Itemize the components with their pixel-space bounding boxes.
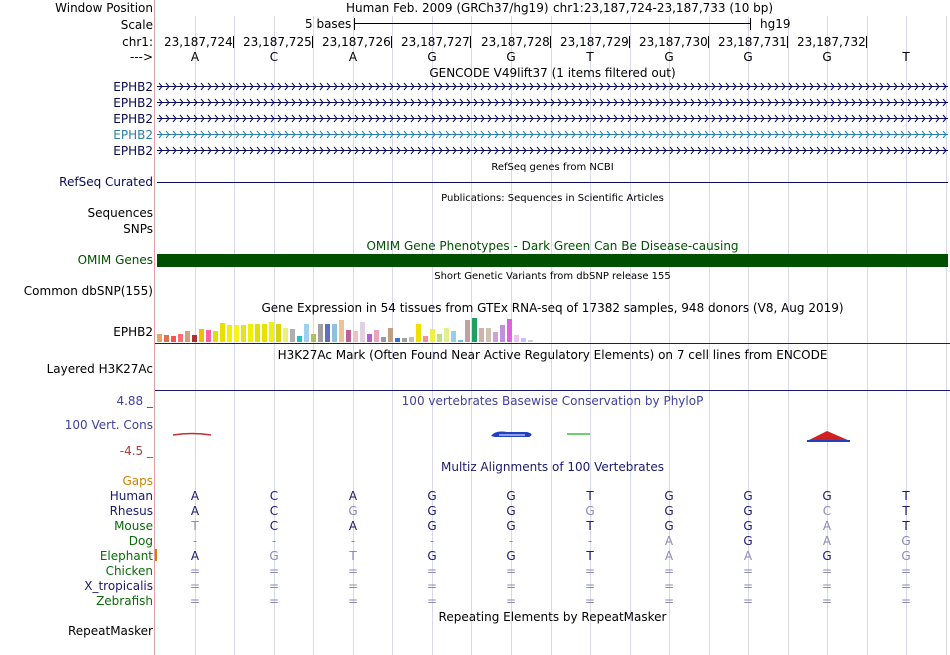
gtex-tissue-bar[interactable] (269, 322, 274, 342)
multiz-base: G (427, 519, 437, 533)
multiz-species-label[interactable]: Zebrafish (96, 594, 153, 608)
gtex-tissue-bar[interactable] (514, 335, 519, 342)
multiz-base: G (743, 519, 753, 533)
gtex-tissue-bar[interactable] (339, 320, 344, 342)
gtex-tissue-bar[interactable] (353, 331, 358, 342)
gtex-tissue-bar[interactable] (178, 334, 183, 342)
gtex-tissue-bar[interactable] (381, 337, 386, 342)
multiz-base: G (664, 504, 674, 518)
coordinate-tick (787, 36, 788, 48)
multiz-base: T (349, 549, 357, 563)
multiz-species-label[interactable]: Elephant (99, 549, 153, 563)
gencode-transcript[interactable] (157, 97, 948, 108)
multiz-base: C (269, 519, 279, 533)
omim-gene-bar[interactable] (157, 254, 948, 267)
gencode-transcript[interactable] (157, 129, 948, 140)
gtex-tissue-bar[interactable] (346, 330, 351, 342)
scale-label: Scale (120, 18, 153, 32)
multiz-species-label[interactable]: Human (109, 489, 153, 503)
multiz-base: = (505, 594, 517, 608)
gtex-tissue-bar[interactable] (206, 330, 211, 342)
multiz-base: A (348, 489, 358, 503)
multiz-species-label[interactable]: Dog (128, 534, 153, 548)
gtex-tissue-bar[interactable] (360, 322, 365, 342)
multiz-base: G (901, 534, 911, 548)
gtex-tissue-bar[interactable] (283, 328, 288, 342)
grid-line (867, 16, 868, 655)
phylop-track-label[interactable]: 100 Vert. Cons (64, 418, 153, 432)
multiz-base: = (426, 579, 438, 593)
multiz-base: = (347, 564, 359, 578)
assembly-tag: hg19 (760, 17, 791, 31)
coordinate-tick (391, 36, 392, 48)
multiz-base: A (190, 489, 200, 503)
gtex-tissue-bar[interactable] (171, 336, 176, 342)
coordinate-label: 23,187,730 (639, 35, 708, 49)
phylop-signal[interactable] (155, 425, 950, 445)
multiz-base: - (587, 534, 593, 548)
multiz-base: G (585, 504, 595, 518)
gtex-tissue-bar[interactable] (507, 319, 512, 342)
multiz-base: A (190, 504, 200, 518)
gtex-tissue-bar[interactable] (276, 324, 281, 342)
reference-base: G (427, 50, 437, 64)
grid-line (709, 16, 710, 655)
multiz-base: = (426, 594, 438, 608)
multiz-species-label[interactable]: Mouse (114, 519, 153, 533)
gtex-tissue-bar[interactable] (465, 320, 470, 342)
grid-line (946, 16, 947, 655)
multiz-base: = (584, 564, 596, 578)
multiz-base: G (664, 489, 674, 503)
multiz-base: G (901, 549, 911, 563)
multiz-base: - (350, 534, 356, 548)
gtex-tissue-bar[interactable] (304, 324, 309, 342)
multiz-base: C (822, 504, 832, 518)
multiz-base: = (742, 579, 754, 593)
grid-line (788, 16, 789, 655)
multiz-base: G (348, 504, 358, 518)
elephant-gap-marker (155, 549, 157, 561)
gtex-tissue-bar[interactable] (318, 324, 323, 342)
gtex-tissue-bar[interactable] (227, 325, 232, 342)
multiz-base: C (269, 504, 279, 518)
multiz-species-label[interactable]: Chicken (105, 564, 153, 578)
gtex-tissue-bar[interactable] (486, 328, 491, 342)
multiz-gaps-label[interactable]: Gaps (122, 474, 153, 488)
multiz-base: = (821, 564, 833, 578)
gtex-track-label[interactable]: EPHB2 (113, 325, 153, 339)
gtex-tissue-bar[interactable] (213, 331, 218, 342)
multiz-base: = (821, 579, 833, 593)
multiz-base: T (902, 519, 910, 533)
multiz-base: A (743, 549, 753, 563)
multiz-base: G (743, 504, 753, 518)
phylop-max-label: 4.88 _ (116, 394, 153, 408)
multiz-base: = (663, 579, 675, 593)
gtex-tissue-bar[interactable] (500, 325, 505, 342)
omim-track-label[interactable]: OMIM Genes (77, 253, 153, 267)
reference-base: G (743, 50, 753, 64)
multiz-base: G (822, 549, 832, 563)
gtex-tissue-bar[interactable] (192, 335, 197, 342)
multiz-base: G (427, 549, 437, 563)
reference-base: A (348, 50, 358, 64)
multiz-base: G (506, 549, 516, 563)
multiz-base: T (902, 489, 910, 503)
refseq-track-title: RefSeq genes from NCBI (491, 162, 614, 173)
reference-base: T (902, 50, 910, 64)
repeatmasker-track-label[interactable]: RepeatMasker (67, 624, 153, 638)
reference-base: G (664, 50, 674, 64)
multiz-base: = (584, 594, 596, 608)
phylop-track-title: 100 vertebrates Basewise Conservation by PhyloP (401, 394, 704, 408)
multiz-base: = (742, 594, 754, 608)
multiz-base: = (347, 594, 359, 608)
multiz-base: G (743, 489, 753, 503)
gtex-tissue-bar[interactable] (388, 328, 393, 342)
gtex-tissue-bar[interactable] (199, 329, 204, 342)
coordinate-tick (470, 36, 471, 48)
gtex-tissue-bar[interactable] (472, 318, 477, 342)
multiz-species-label[interactable]: X_tropicalis (84, 579, 153, 593)
gtex-tissue-bar[interactable] (374, 330, 379, 342)
multiz-base: = (189, 579, 201, 593)
position-text[interactable]: chr1:23,187,724-23,187,733 (10 bp) (553, 1, 774, 15)
gtex-tissue-bar[interactable] (262, 324, 267, 342)
gencode-transcript-label[interactable]: EPHB2 (113, 112, 153, 126)
coordinate-label: 23,187,724 (164, 35, 233, 49)
multiz-base: = (189, 594, 201, 608)
coordinate-label: 23,187,732 (797, 35, 866, 49)
gtex-tissue-bar[interactable] (297, 336, 302, 342)
multiz-base: - (429, 534, 435, 548)
reference-base: C (269, 50, 279, 64)
gtex-tissue-bar[interactable] (325, 324, 330, 342)
gencode-transcript[interactable] (157, 113, 948, 124)
gtex-tissue-bar[interactable] (241, 325, 246, 342)
gtex-tissue-bar[interactable] (332, 324, 337, 342)
multiz-base: = (900, 579, 912, 593)
grid-line (630, 16, 631, 655)
multiz-track-title: Multiz Alignments of 100 Vertebrates (440, 460, 665, 474)
sequences-track-label[interactable]: Sequences (87, 206, 153, 220)
gtex-tissue-bar[interactable] (367, 334, 372, 342)
gtex-tissue-bar[interactable] (521, 338, 526, 342)
gtex-baseline (155, 343, 950, 344)
multiz-base: = (505, 564, 517, 578)
multiz-base: = (268, 579, 280, 593)
gencode-transcript-label[interactable]: EPHB2 (113, 80, 153, 94)
repeatmasker-track-title: Repeating Elements by RepeatMasker (438, 610, 667, 624)
multiz-base: A (664, 534, 674, 548)
multiz-base: = (900, 594, 912, 608)
reference-base: A (190, 50, 200, 64)
coordinate-label: 23,187,726 (322, 35, 391, 49)
window-position-label: Window Position (55, 1, 153, 15)
gtex-tissue-bar[interactable] (248, 324, 253, 342)
coordinate-label: 23,187,731 (718, 35, 787, 49)
multiz-base: G (269, 549, 279, 563)
gtex-tissue-bar[interactable] (157, 334, 162, 342)
gtex-tissue-bar[interactable] (444, 328, 449, 342)
snps-track-label[interactable]: SNPs (123, 222, 153, 236)
gencode-transcript[interactable] (157, 145, 948, 156)
gencode-transcript-label[interactable]: EPHB2 (113, 144, 153, 158)
gtex-tissue-bar[interactable] (311, 334, 316, 342)
gtex-tissue-bar[interactable] (528, 340, 533, 342)
gtex-tissue-bar[interactable] (479, 328, 484, 342)
multiz-base: G (427, 504, 437, 518)
multiz-base: G (664, 519, 674, 533)
multiz-base: = (663, 564, 675, 578)
coordinate-tick (550, 36, 551, 48)
gtex-tissue-bar[interactable] (416, 324, 421, 342)
gtex-tissue-bar[interactable] (402, 338, 407, 342)
multiz-base: T (586, 519, 594, 533)
gtex-tissue-bar[interactable] (430, 329, 435, 342)
multiz-base: = (505, 579, 517, 593)
gtex-tissue-bar[interactable] (255, 324, 260, 342)
gtex-tissue-bar[interactable] (220, 323, 225, 342)
multiz-base: T (191, 519, 199, 533)
gtex-tissue-bar[interactable] (493, 332, 498, 342)
multiz-base: G (743, 534, 753, 548)
multiz-base: - (271, 534, 277, 548)
multiz-base: = (268, 564, 280, 578)
h3k27ac-track-title: H3K27Ac Mark (Often Found Near Active Regulatory Elements) on 7 cell lines from ENCODE (277, 348, 828, 362)
multiz-base: G (506, 489, 516, 503)
coordinate-tick (312, 36, 313, 48)
multiz-base: = (426, 564, 438, 578)
scale-text: 5 bases (305, 17, 352, 31)
multiz-base: = (189, 564, 201, 578)
multiz-base: T (586, 489, 594, 503)
gtex-tissue-bar[interactable] (185, 331, 190, 342)
multiz-base: T (902, 504, 910, 518)
coordinate-label: 23,187,727 (401, 35, 470, 49)
coordinate-tick (629, 36, 630, 48)
h3k27ac-track-label[interactable]: Layered H3K27Ac (46, 362, 153, 376)
gtex-tissue-bar[interactable] (164, 335, 169, 342)
gtex-track-title: Gene Expression in 54 tissues from GTEx RNA-seq of 17382 samples, 948 donors (V8, Aug 2019) (261, 301, 844, 315)
multiz-base: G (506, 519, 516, 533)
gtex-tissue-bar[interactable] (458, 340, 463, 342)
multiz-base: - (508, 534, 514, 548)
multiz-base: G (427, 489, 437, 503)
coordinate-label: 23,187,728 (481, 35, 550, 49)
gencode-transcript-label[interactable]: EPHB2 (113, 128, 153, 142)
gencode-track-title: GENCODE V49lift37 (1 items filtered out) (429, 66, 676, 80)
multiz-base: A (348, 519, 358, 533)
multiz-base: G (822, 489, 832, 503)
gtex-tissue-bar[interactable] (409, 337, 414, 342)
phylop-min-label: -4.5 _ (119, 444, 153, 458)
chr-label: chr1: (122, 35, 153, 49)
multiz-base: A (190, 549, 200, 563)
refseq-gene-line[interactable] (157, 182, 948, 183)
omim-track-title: OMIM Gene Phenotypes - Dark Green Can Be Disease-causing (366, 239, 739, 253)
multiz-base: = (742, 564, 754, 578)
gencode-transcript-label[interactable]: EPHB2 (113, 96, 153, 110)
reference-base: T (586, 50, 594, 64)
multiz-base: = (584, 579, 596, 593)
multiz-base: = (663, 594, 675, 608)
multiz-base: A (664, 549, 674, 563)
multiz-base: T (586, 549, 594, 563)
gtex-tissue-bar[interactable] (423, 336, 428, 342)
multiz-base: A (822, 519, 832, 533)
multiz-base: G (506, 504, 516, 518)
coordinate-tick (233, 36, 234, 48)
gtex-tissue-bar[interactable] (451, 331, 456, 342)
coordinate-tick (708, 36, 709, 48)
multiz-base: C (269, 489, 279, 503)
gtex-bar-chart[interactable] (157, 317, 557, 342)
multiz-base: = (821, 594, 833, 608)
strand-label: ---> (129, 50, 153, 64)
gtex-tissue-bar[interactable] (395, 338, 400, 342)
gencode-transcript[interactable] (157, 81, 948, 92)
gtex-tissue-bar[interactable] (290, 329, 295, 342)
reference-base: G (506, 50, 516, 64)
scale-bar (354, 18, 751, 30)
publications-track-title: Publications: Sequences in Scientific Articles (441, 193, 664, 204)
coordinate-label: 23,187,725 (243, 35, 312, 49)
refseq-track-label[interactable]: RefSeq Curated (59, 175, 153, 189)
assembly-title: Human Feb. 2009 (GRCh37/hg19) (346, 1, 549, 15)
multiz-base: = (347, 579, 359, 593)
multiz-base: - (192, 534, 198, 548)
gtex-tissue-bar[interactable] (234, 325, 239, 342)
multiz-base: A (822, 534, 832, 548)
multiz-species-label[interactable]: Rhesus (109, 504, 153, 518)
gtex-tissue-bar[interactable] (437, 334, 442, 342)
dbsnp-track-title: Short Genetic Variants from dbSNP release 155 (434, 271, 671, 282)
reference-base: G (822, 50, 832, 64)
coordinate-label: 23,187,729 (560, 35, 629, 49)
coordinate-tick (866, 36, 867, 48)
h3k27ac-baseline (155, 390, 950, 391)
multiz-base: = (268, 594, 280, 608)
multiz-base: = (900, 564, 912, 578)
dbsnp-track-label[interactable]: Common dbSNP(155) (23, 284, 153, 298)
